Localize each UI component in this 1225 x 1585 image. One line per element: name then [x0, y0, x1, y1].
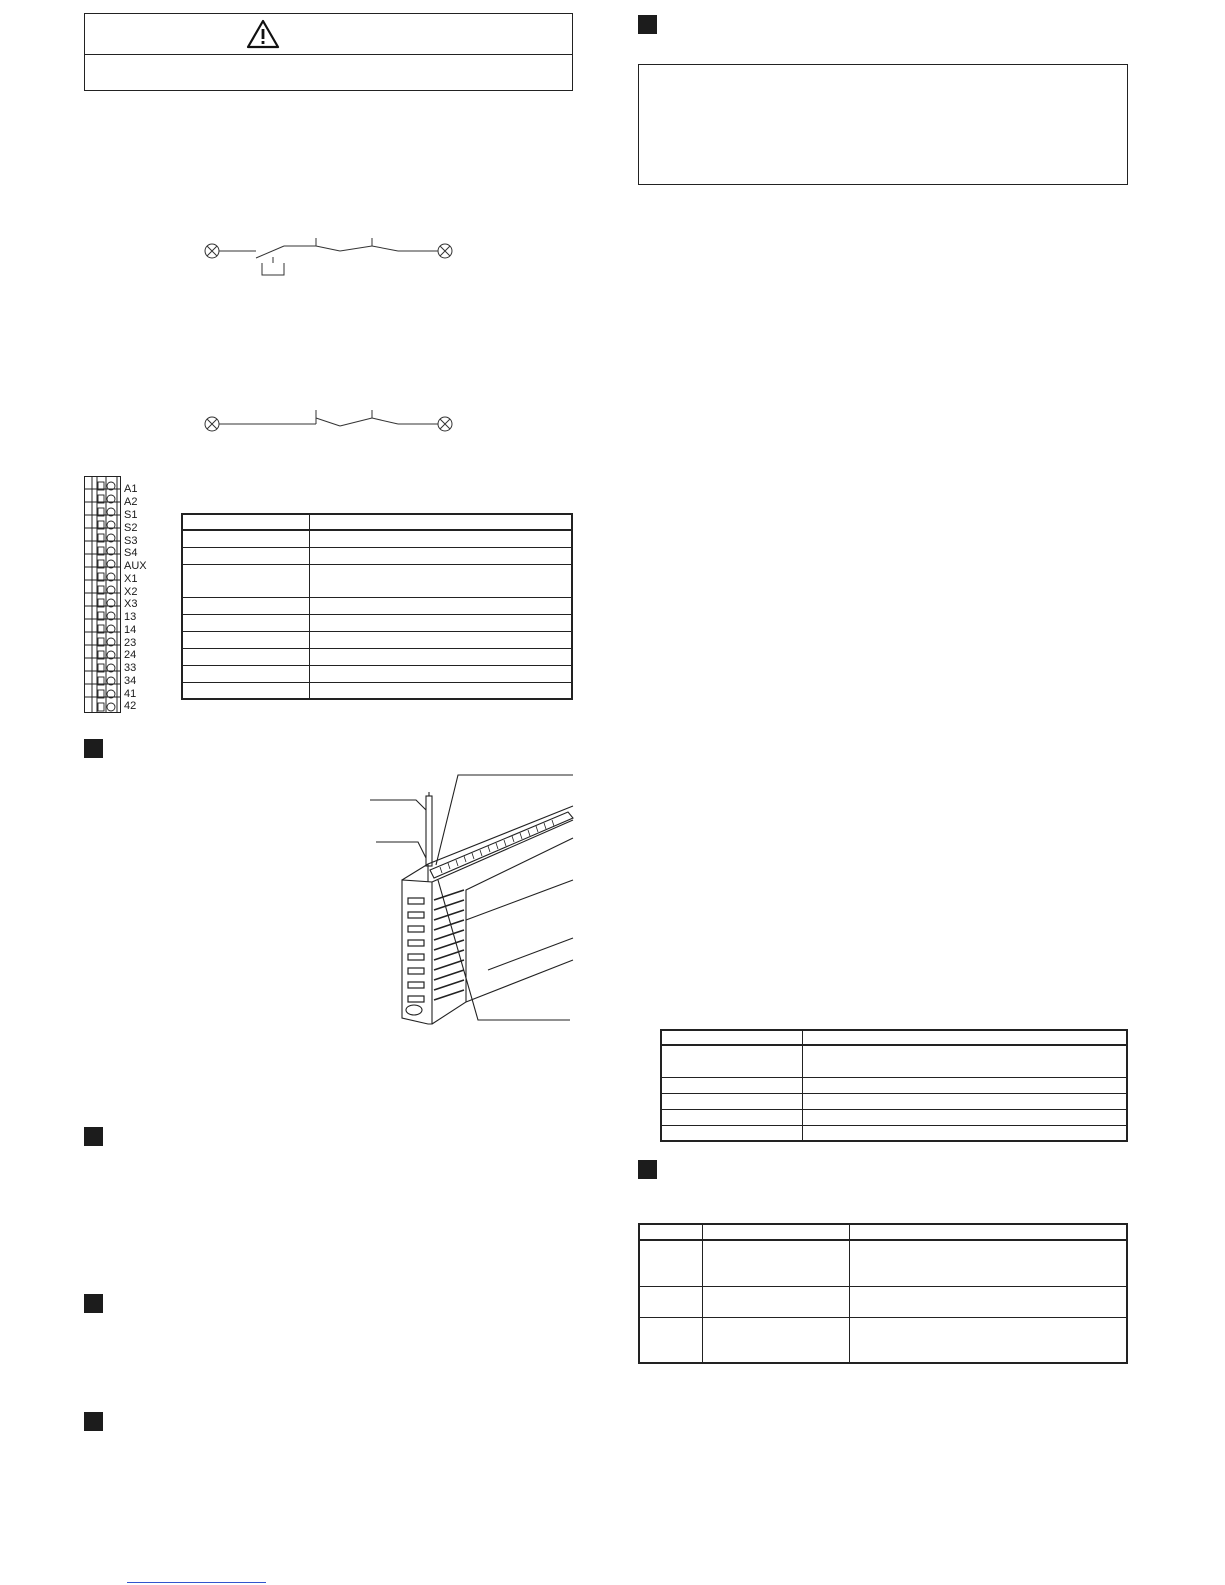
specification-table [660, 1029, 1128, 1142]
table-row [639, 1286, 1127, 1317]
table-row [182, 614, 572, 631]
warning-divider [85, 54, 572, 55]
table-row [182, 631, 572, 648]
terminal-label: S1 [124, 509, 138, 521]
table-row [661, 1077, 1127, 1093]
terminal-label: A2 [124, 496, 138, 508]
warning-triangle-icon [246, 18, 280, 50]
table-row [661, 1109, 1127, 1125]
terminal-table [181, 513, 573, 700]
table-row [639, 1317, 1127, 1363]
terminal-label: A1 [124, 483, 138, 495]
terminal-label: 42 [124, 700, 137, 712]
terminal-label: S2 [124, 522, 138, 534]
terminal-label: 23 [124, 637, 137, 649]
terminal-label: S3 [124, 535, 138, 547]
section-marker [84, 1294, 103, 1313]
warning-box [84, 13, 573, 91]
circuit-diagram-1 [198, 228, 468, 288]
section-marker [84, 1412, 103, 1431]
section-marker [638, 15, 657, 34]
terminal-label: 14 [124, 624, 137, 636]
section-marker [84, 1127, 103, 1146]
terminal-label: 13 [124, 611, 137, 623]
terminal-label: S4 [124, 547, 138, 559]
table-row [182, 597, 572, 614]
terminal-label: 24 [124, 649, 137, 661]
terminal-label: X1 [124, 573, 138, 585]
terminal-label: 33 [124, 662, 137, 674]
table-row [661, 1093, 1127, 1109]
notice-box [638, 64, 1128, 185]
table-row [182, 665, 572, 682]
table-row [182, 564, 572, 597]
terminal-label: X2 [124, 586, 138, 598]
table-row [639, 1224, 1127, 1240]
table-row [661, 1125, 1127, 1141]
table-row [182, 547, 572, 564]
table-row [182, 514, 572, 530]
device-illustration [368, 770, 578, 1025]
table-row [182, 648, 572, 665]
section-marker [84, 739, 103, 758]
circuit-diagram-2 [198, 400, 468, 440]
section-marker [638, 1160, 657, 1179]
table-row [639, 1240, 1127, 1286]
indicator-table [638, 1223, 1128, 1364]
terminal-label: AUX [124, 560, 147, 572]
table-row [182, 682, 572, 699]
terminal-label: 34 [124, 675, 137, 687]
table-row [182, 530, 572, 547]
table-row [661, 1045, 1127, 1077]
terminal-label: X3 [124, 598, 138, 610]
terminal-label: 41 [124, 688, 137, 700]
bottom-link-underline [127, 1582, 266, 1583]
terminal-strip [84, 476, 121, 713]
table-row [661, 1030, 1127, 1045]
